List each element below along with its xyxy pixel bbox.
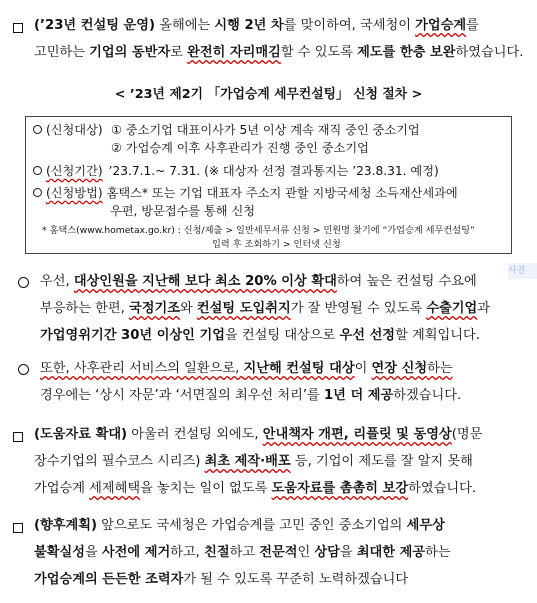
text: 하는 bbox=[425, 545, 451, 560]
emphasis: 제도를 한층 보완 bbox=[357, 45, 456, 60]
text: 앞으로도 국세청은 가업승계를 고민 중인 중소기업의 bbox=[97, 518, 407, 533]
paragraph-line bbox=[40, 327, 480, 345]
paragraph-line bbox=[34, 517, 445, 535]
paragraph-line bbox=[34, 480, 476, 498]
procedure-title: < ’23년 제2기 「가업승계 세무컨설팅」 신청 절차 > bbox=[114, 87, 423, 102]
method-text: 홈택스* 또는 기업 대표자 주소지 관할 지방국세청 소득재산세과에 bbox=[106, 186, 458, 200]
text: 등, 기업이 제도를 잘 알지 못해 bbox=[290, 454, 473, 469]
text: 고민하는 bbox=[34, 45, 90, 60]
text: 로 bbox=[170, 45, 188, 60]
circle-bullet-icon bbox=[33, 166, 42, 175]
paragraph-line bbox=[34, 44, 523, 62]
emphasis: 친절 bbox=[204, 545, 230, 560]
period-label: (신청기간) bbox=[46, 164, 103, 178]
emphasis: 불확실성 bbox=[34, 545, 85, 560]
text: 경우에는 ‘상시 자문’과 ‘서면질의 최우선 처리’를 bbox=[40, 388, 324, 403]
text: 하고 bbox=[229, 545, 260, 560]
emphasis: 상담 bbox=[314, 545, 340, 560]
square-bullet-icon bbox=[13, 21, 23, 37]
text: 와 bbox=[179, 301, 197, 316]
text: 아울러 컨설팅 외에도, bbox=[127, 427, 263, 442]
period-text: ’23.7.1.~ 7.31. (※ 대상자 선정 결과통지는 ’23.8.31. 예정) bbox=[108, 164, 439, 178]
paragraph-line bbox=[40, 273, 477, 291]
square-bullet-icon bbox=[13, 430, 23, 446]
square-bullet-icon bbox=[13, 521, 23, 537]
emphasis: 최대한 제공 bbox=[356, 545, 426, 560]
emphasis: 기업의 동반자 bbox=[89, 45, 171, 60]
emphasis: 도움자료를 촘촘히 보강 bbox=[271, 481, 409, 496]
target-item-1: ① 중소기업 대표이사가 5년 이상 계속 재직 중인 중소기업 bbox=[111, 123, 420, 137]
hometax-note-2: 입력 후 조회하기 > 인터넷 신청 bbox=[212, 239, 341, 250]
emphasis: 우선 선정 bbox=[339, 328, 396, 343]
text: 하였습니다. bbox=[408, 481, 477, 496]
text: 과 bbox=[477, 301, 491, 316]
emphasis: 연장 신청 bbox=[371, 361, 428, 376]
hometax-note: * 홈택스(www.hometax.go.kr) : 신청/제출 > 일반세무서류 신청 > 민원명 찾기에 “가업승계 세무컨설팅” bbox=[42, 225, 475, 236]
text: 인 bbox=[297, 545, 315, 560]
text: 우선, bbox=[40, 274, 74, 289]
emphasis: 시행 2년 차 bbox=[214, 18, 284, 33]
procedure-box bbox=[25, 116, 512, 254]
paragraph-line bbox=[40, 387, 461, 405]
text: 를 bbox=[466, 18, 479, 33]
text: 을 bbox=[339, 545, 357, 560]
emphasis: 최초 제작·배포 bbox=[204, 454, 291, 469]
emphasis: 세무상 bbox=[406, 518, 445, 533]
emphasis: 가업승계의 든든한 조력자 bbox=[34, 572, 184, 587]
emphasis: 완전히 자리매김 bbox=[187, 45, 281, 60]
emphasis: 1년 더 제공 bbox=[323, 388, 394, 403]
text: 을 놓치는 일이 없도록 bbox=[140, 481, 272, 496]
paragraph-line bbox=[40, 300, 490, 318]
paragraph-line bbox=[40, 360, 453, 378]
target-label: (신청대상) bbox=[46, 123, 103, 137]
text: 할 계획입니다. bbox=[395, 328, 480, 343]
text: 장수기업의 필수코스 시리즈) bbox=[34, 454, 205, 469]
text: 할 수 있도록 bbox=[280, 45, 358, 60]
paragraph-line bbox=[34, 544, 451, 562]
text: 가 잘 반영될 수 있도록 bbox=[290, 301, 427, 316]
emphasis: 수출기업 bbox=[426, 301, 478, 316]
emphasis: 국정기조 bbox=[129, 301, 180, 316]
circle-bullet-icon bbox=[18, 363, 29, 379]
text: 부응하는 한편, bbox=[40, 301, 130, 316]
emphasis: 사전에 제거 bbox=[101, 545, 171, 560]
text: 하겠습니다. bbox=[393, 388, 462, 403]
circle-bullet-icon bbox=[33, 188, 42, 197]
text: 을 bbox=[84, 545, 102, 560]
method-label: (신청방법) bbox=[46, 186, 103, 200]
text: 하여 높은 컨설팅 수요에 bbox=[336, 274, 477, 289]
paragraph-line bbox=[34, 453, 473, 471]
emphasis: 안내책자 개편, 리플릿 및 동영상 bbox=[262, 427, 452, 442]
emphasis: 지난해 컨설팅 대상 bbox=[243, 361, 355, 376]
text: 이 bbox=[354, 361, 372, 376]
text: 을 컨설팅 대상으로 bbox=[225, 328, 340, 343]
text: 하고, bbox=[170, 545, 205, 560]
text: 올해에는 bbox=[155, 18, 215, 33]
text: (명문 bbox=[451, 427, 483, 442]
text: 를 맞이하여, 국세청이 bbox=[283, 18, 416, 33]
emphasis: 대상인원을 지난해 보다 최소 20% 이상 확대 bbox=[73, 274, 337, 289]
side-tab[interactable]: 사진 bbox=[508, 263, 537, 279]
circle-bullet-icon bbox=[18, 276, 29, 292]
text: 하였습니다. bbox=[455, 45, 524, 60]
emphasis: 컨설팅 도입취지 bbox=[196, 301, 291, 316]
section-heading: (도움자료 확대) bbox=[34, 427, 128, 442]
emphasis: 전문적 bbox=[259, 545, 298, 560]
text: 가업승계 bbox=[34, 481, 90, 496]
paragraph-line bbox=[34, 426, 482, 444]
section-heading: (’23년 컨설팅 운영) bbox=[34, 18, 156, 33]
text: 가 될 수 있도록 꾸준히 노력하겠습니다 bbox=[183, 572, 409, 587]
paragraph-line bbox=[34, 571, 408, 589]
paragraph-line bbox=[34, 17, 479, 35]
method-row bbox=[33, 185, 458, 201]
text: 세제혜택 bbox=[89, 481, 141, 496]
emphasis: 가업승계 bbox=[415, 18, 467, 33]
circle-bullet-icon bbox=[33, 125, 42, 134]
method-text-2: 우편, 방문접수를 통해 신청 bbox=[110, 204, 256, 218]
text: 또한, 사후관리 서비스의 일환으로, bbox=[40, 361, 244, 376]
target-row bbox=[33, 122, 103, 138]
period-row bbox=[33, 163, 439, 179]
section-heading: (향후계획) bbox=[34, 518, 98, 533]
text: 하는 bbox=[427, 361, 453, 376]
target-item-2: ② 가업승계 이후 사후관리가 진행 중인 중소기업 bbox=[111, 141, 369, 155]
emphasis: 가업영위기간 30년 이상인 기업 bbox=[40, 328, 225, 343]
